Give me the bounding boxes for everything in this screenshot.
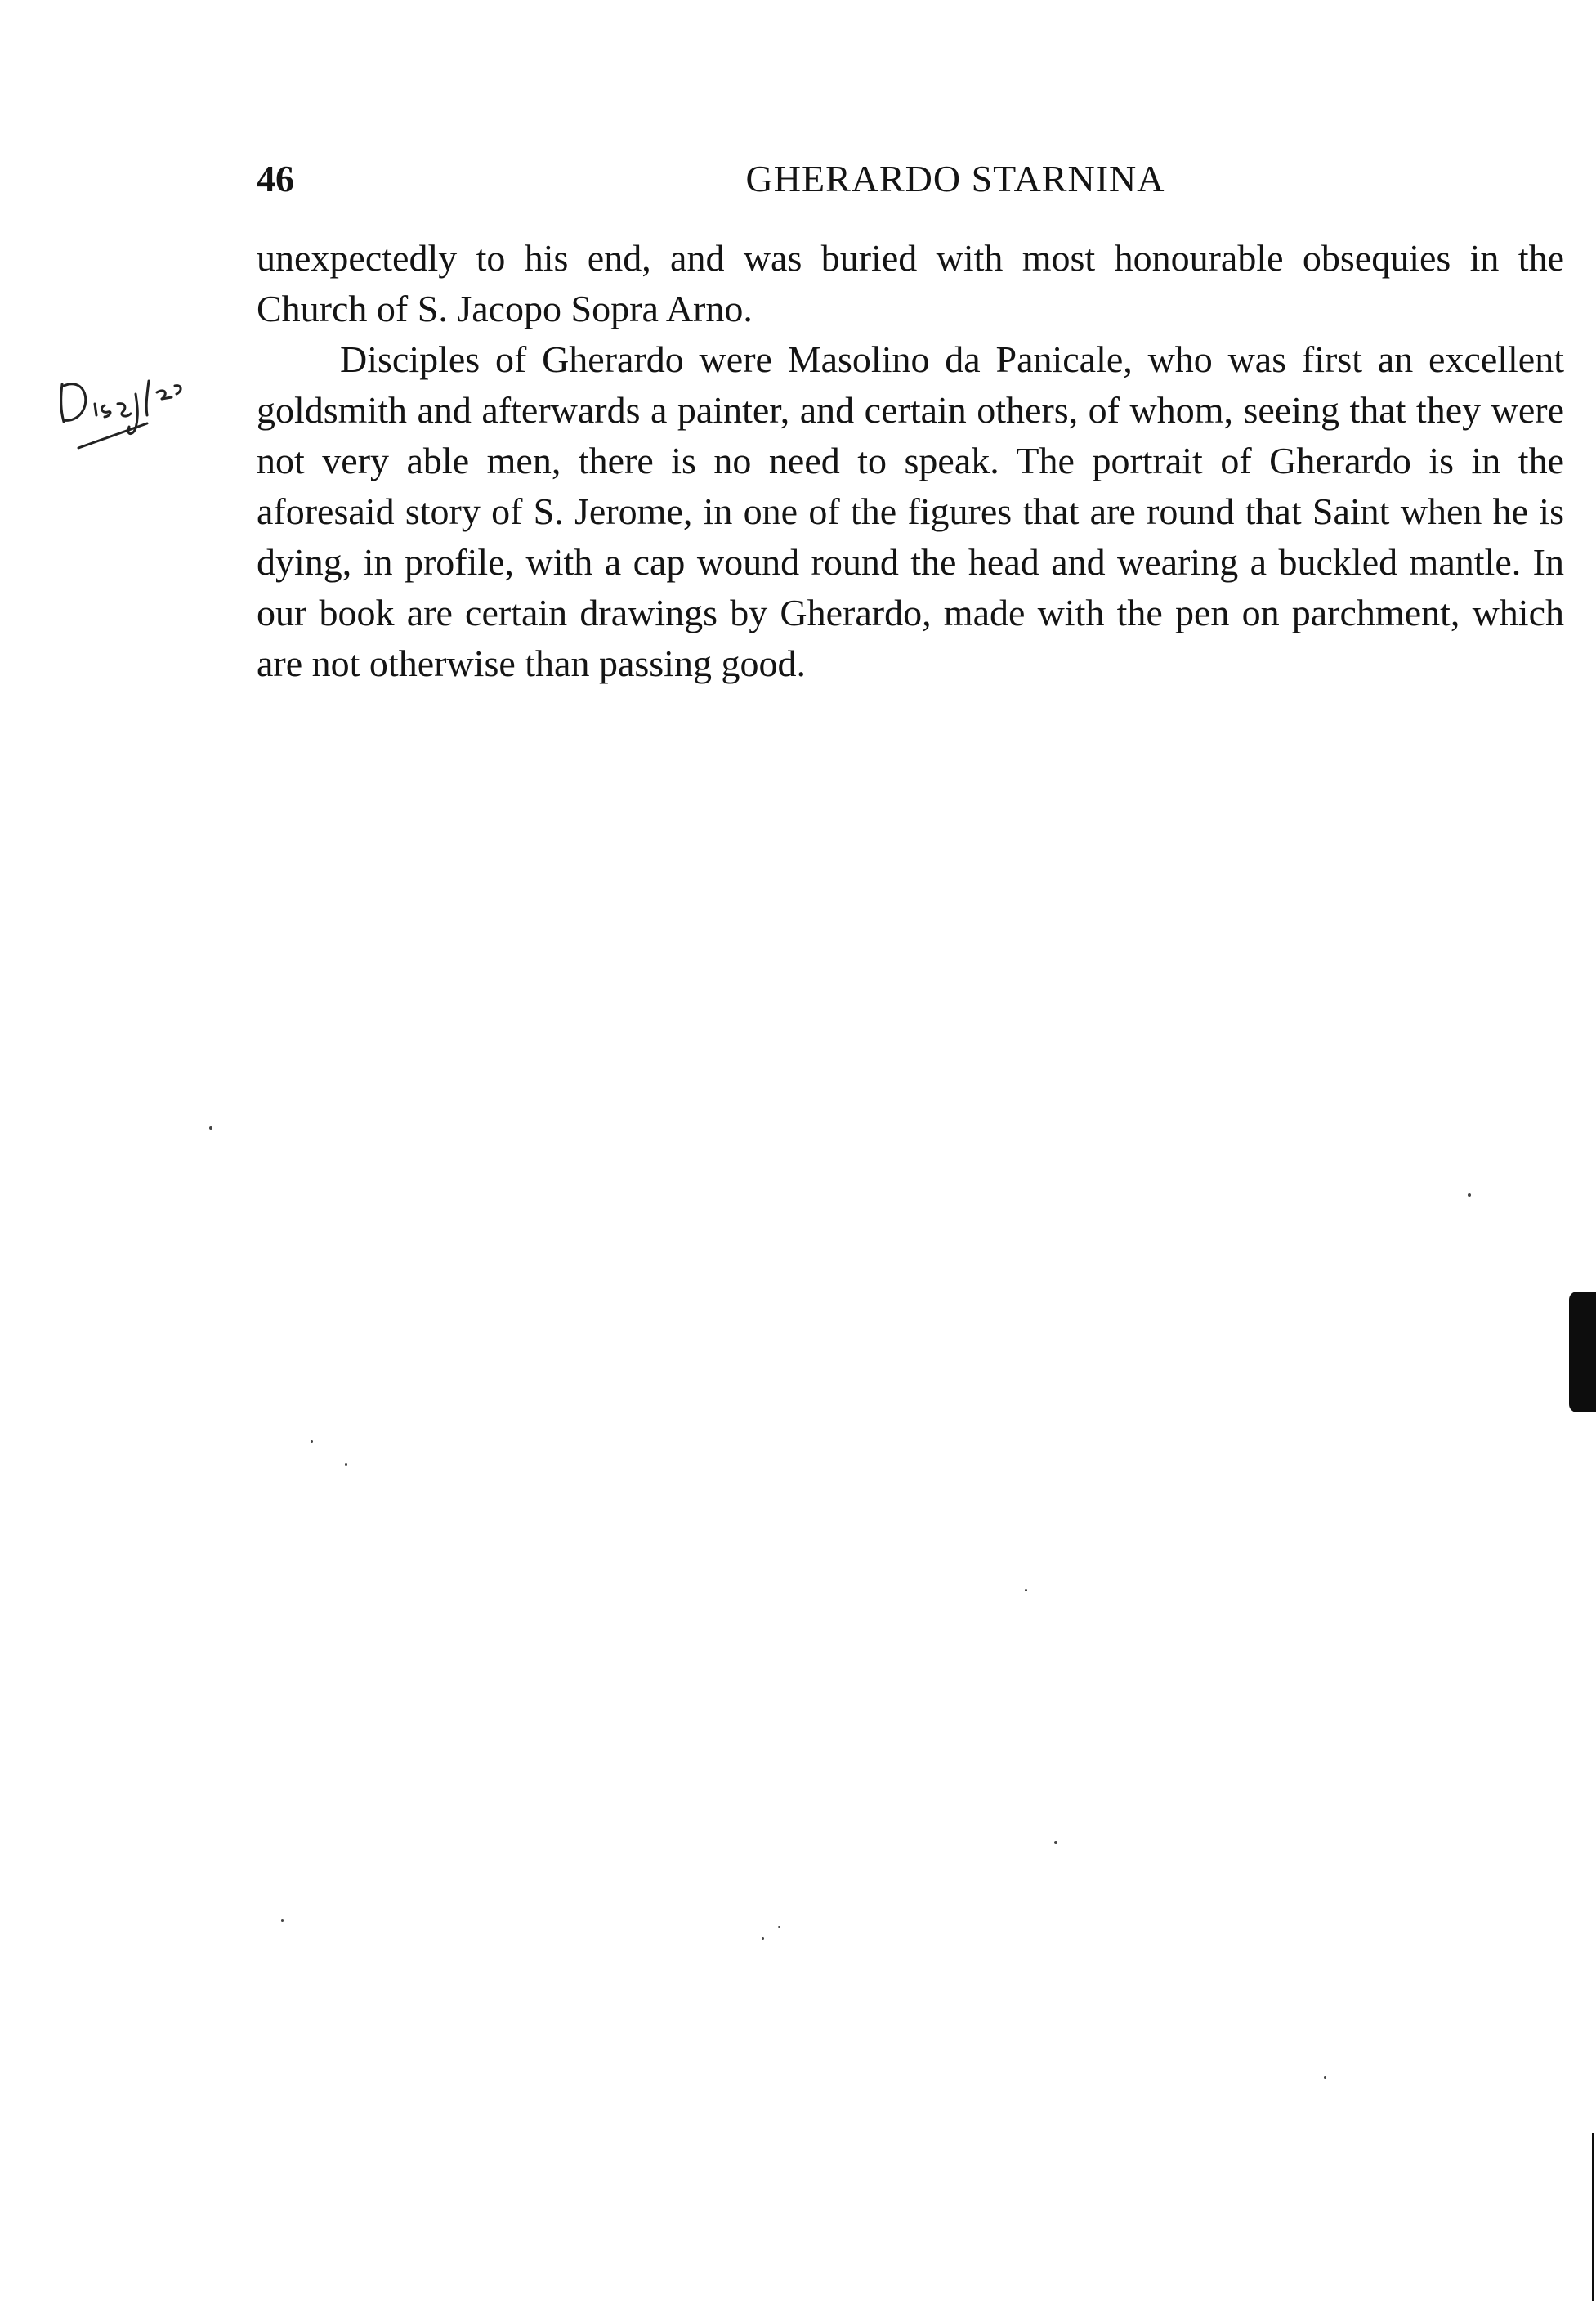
scan-speck [209, 1126, 212, 1130]
scan-speck [1324, 2076, 1326, 2079]
body-text [257, 233, 1564, 689]
handwritten-margin-note [51, 369, 198, 451]
scan-speck [281, 1919, 284, 1922]
binding-edge-mark [1569, 1292, 1596, 1412]
scan-speck [778, 1926, 780, 1928]
scan-speck [345, 1463, 347, 1466]
page-number: 46 [257, 158, 294, 199]
scan-speck [311, 1440, 313, 1443]
scan-speck [762, 1937, 764, 1940]
paragraph-2: Disciples of Gherardo were Masolino da Panicale, who was first an excellent goldsmith and afterwards a painter, and certain others, of whom, seeing that they were not very able men, there is no need to speak. The portrait of Gherardo is in the aforesaid story of S. Jerome, in one of the figures that are round that Saint when he is dying, in profile, with a cap wound round the head and wearing a buckled mantle. In our book are certain drawings by Gherardo, made with the pen on parchment, which are not otherwise than passing good. [257, 338, 1564, 684]
scan-speck [1468, 1193, 1471, 1197]
binding-edge-line [1592, 2133, 1594, 2301]
running-head: GHERARDO STARNINA [745, 158, 1165, 199]
paragraph-1: unexpectedly to his end, and was buried with most honourable obsequies in the Church of S. Jacopo Sopra Arno. [257, 237, 1564, 329]
scan-speck [1054, 1841, 1057, 1844]
scan-speck [1025, 1589, 1027, 1591]
page-header [257, 150, 1564, 208]
